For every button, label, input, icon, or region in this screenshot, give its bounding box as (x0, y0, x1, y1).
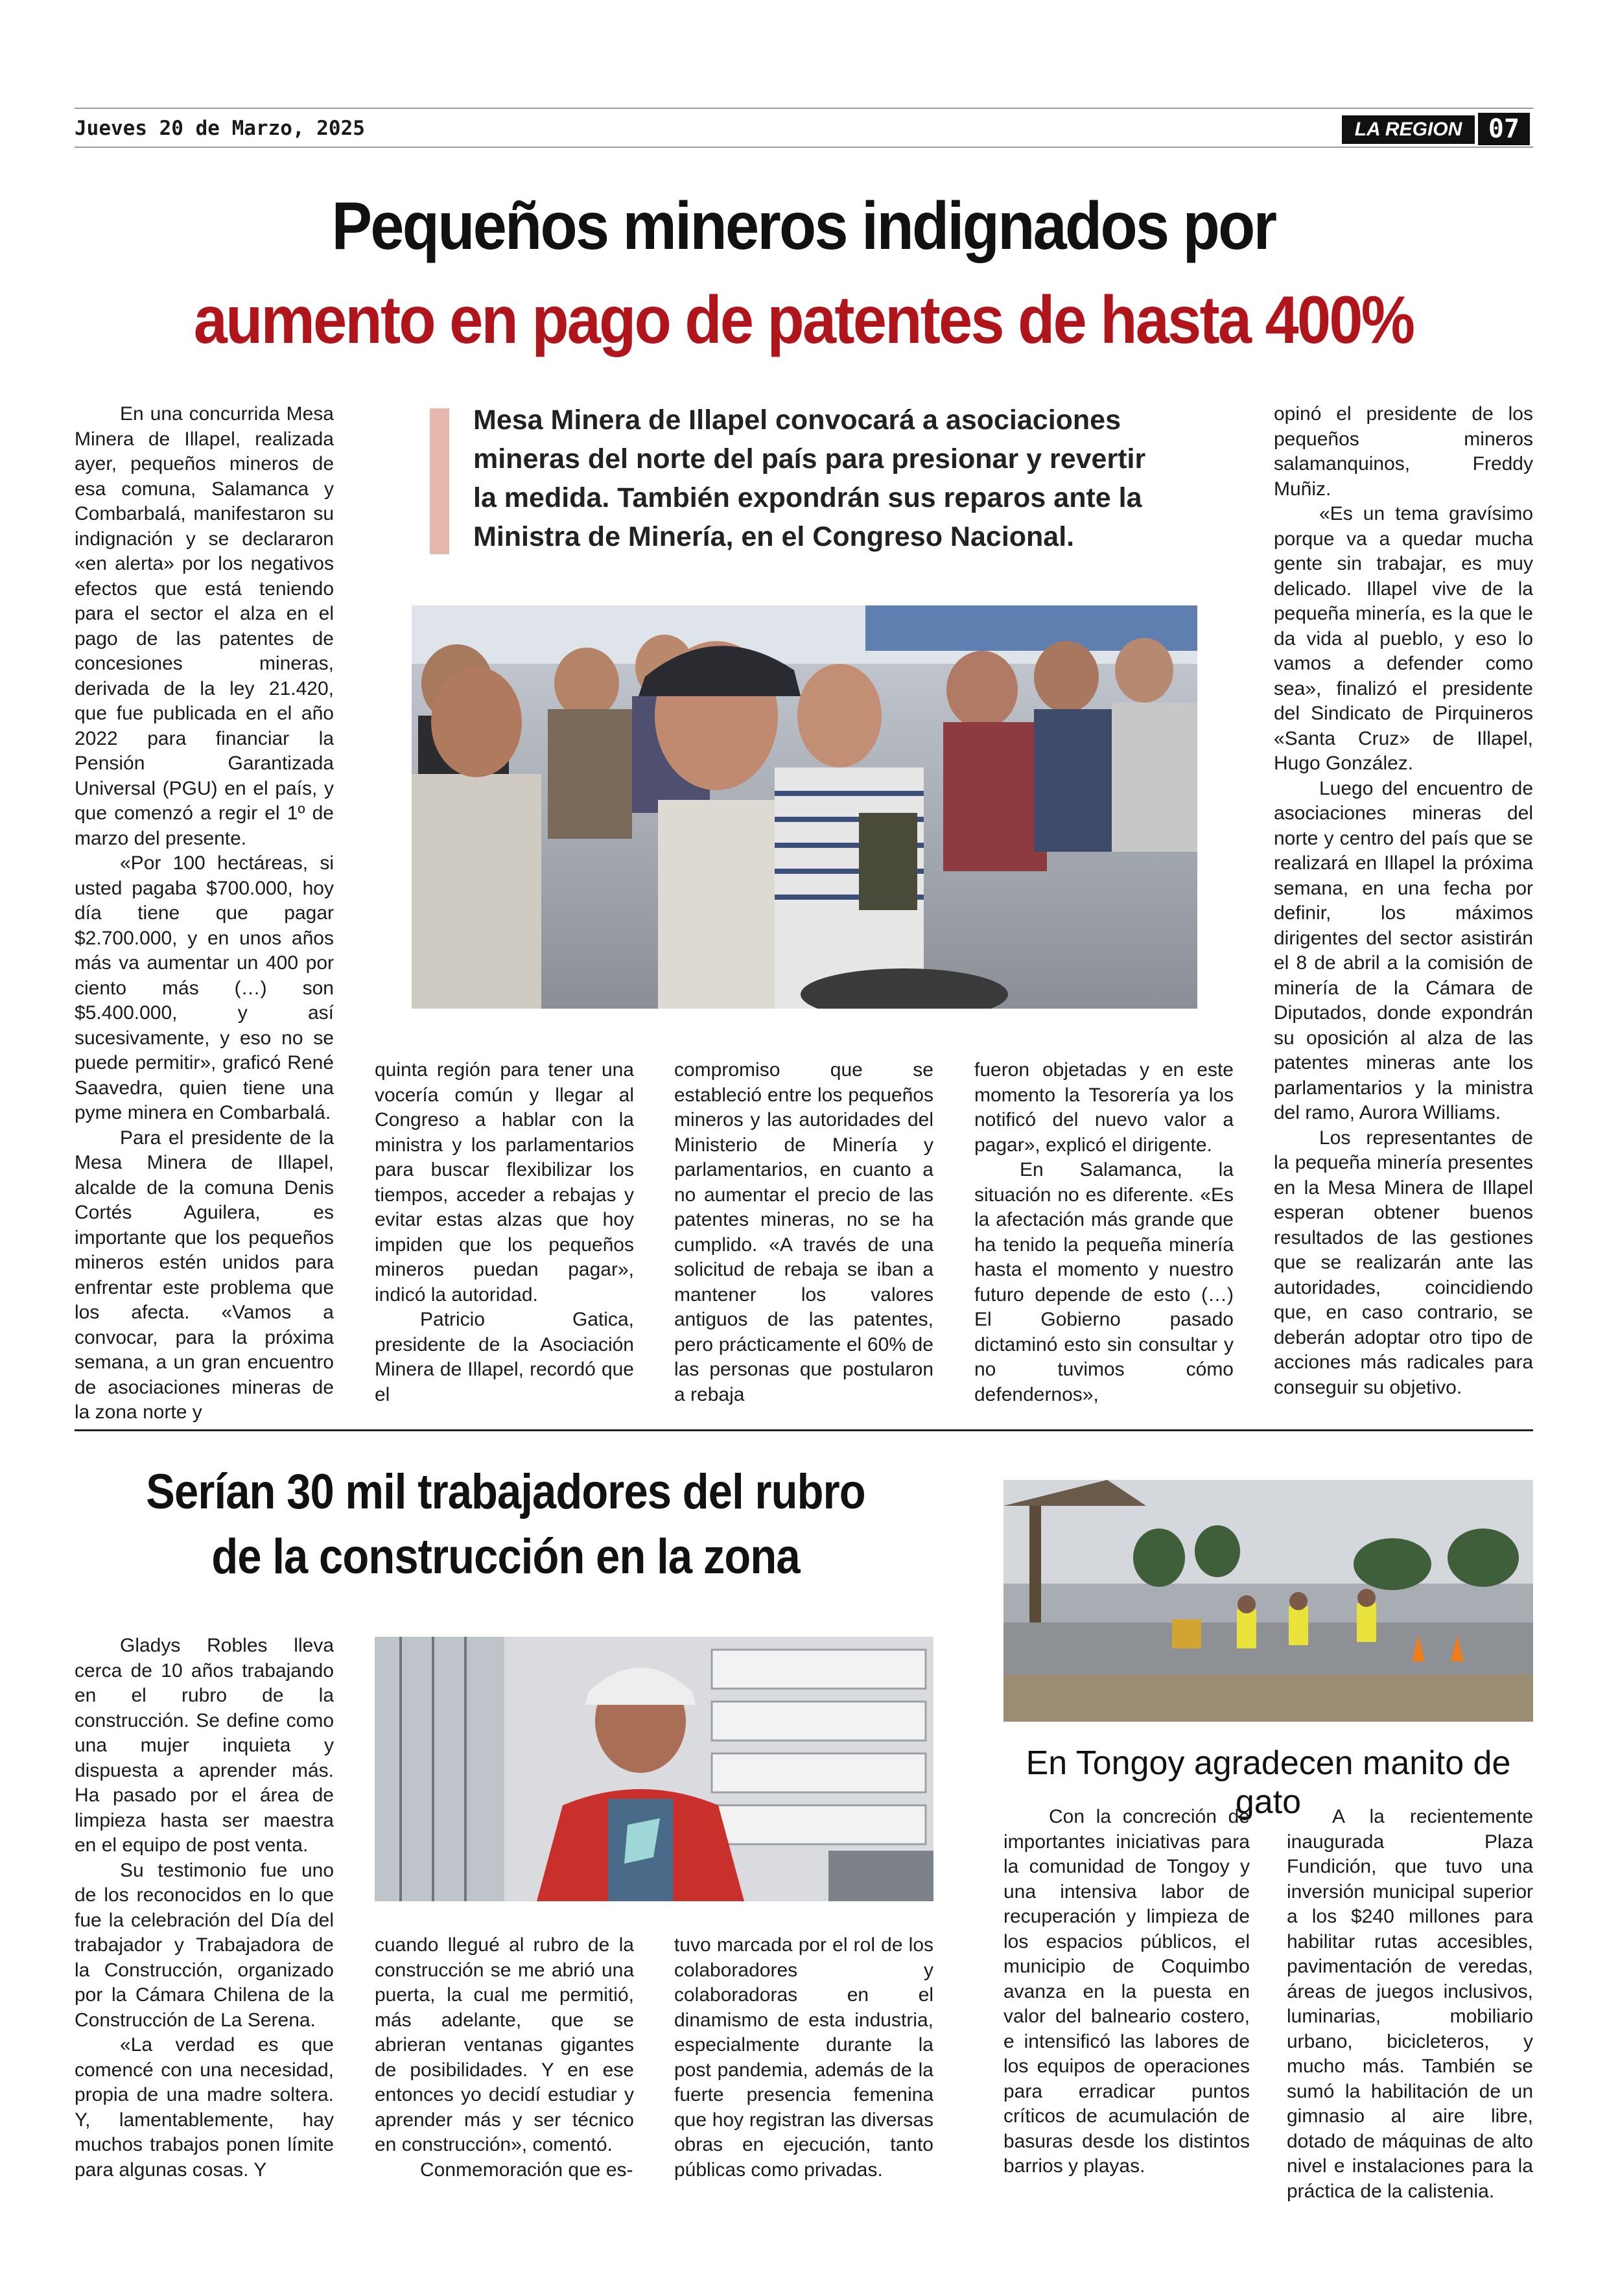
header-rule-top (75, 108, 1533, 109)
construction-column-1 (75, 1634, 334, 2183)
paragraph: Con la concreción de importantes iniciativas para la comunidad de Tongoy y una intensiva labor de recuperación y limpieza de los espacios públicos, el municipio de Coquimbo avanza en la puesta en valor del balneario costero, e intensificó las labores de los equipos de operaciones para erradicar puntos críticos de acumulación de basuras desde los distintos barrios y playas. (1003, 1806, 1250, 2177)
paragraph: «Es un tema gravísimo porque va a quedar mucha gente sin trabajar, es muy delicado. Illapel vive de la pequeña minería, es la que le da vida al pueblo, y eso lo vamos a defender como sea», finalizó el presidente del Sindicato de Pirquineros «Santa Cruz» de Illapel, Hugo González. (1274, 503, 1533, 774)
paragraph: «La verdad es que comencé con una necesidad, propia de una madre soltera. Y, lamentablemente, hay muchos trabajos ponen límite para algunas cosas. Y (75, 2034, 334, 2181)
section-divider (75, 1429, 1533, 1431)
paragraph: Gladys Robles lleva cerca de 10 años trabajando en el rubro de la construcción. Se define como una mujer inquieta y dispuesta a aprender más. Ha pasado por el área de limpieza hasta ser maestra en el equipo de post venta. (75, 1635, 334, 1856)
miners-meeting-illustration (412, 605, 1197, 1009)
main-story-column-3 (674, 1058, 933, 1407)
construction-worker-photo (375, 1637, 933, 1901)
tongoy-street-illustration (1003, 1480, 1533, 1722)
paragraph: Su testimonio fue uno de los reconocidos en lo que fue la celebración del Día del trabajador y Trabajadora de la Construcción, organizado por la Cámara Chilena de la Construcción de La Serena. (75, 1859, 334, 2031)
paragraph: quinta región para tener una vocería común y llegar al Congreso a hablar con la ministra y los parlamentarios para buscar flexibilizar los tiempos, acceder a rebajas y evitar estas alzas que hoy impiden que los pequeños mineros puedan pagar», indicó la autoridad. (375, 1059, 634, 1306)
paragraph: tuvo marcada por el rol de los colaboradores y colaboradoras en el dinamismo de esta industria, especialmente durante la post pandemia, además de la fuerte presencia femenina que hoy registran las diversas obras en ejecución, tanto públicas como privadas. (674, 1934, 933, 2181)
paragraph: cuando llegué al rubro de la construcción se me abrió una puerta, la cual me permitió, más adelante, que se abrieran ventanas gigantes de posibilidades. Y en ese entonces yo decidí estudiar y aprender más y ser técnico en construcción», comentó. (375, 1934, 634, 2155)
tongoy-street-photo (1003, 1480, 1533, 1722)
paragraph: Los representantes de la pequeña minería presentes en la Mesa Minera de Illapel esperan obtener buenos resultados de las gestiones que se realizarán ante las autoridades, coincidiendo que, en caso contrario, se deberán adoptar otro tipo de acciones más radicales para conseguir su objetivo. (1274, 1127, 1533, 1398)
paragraph: En una concurrida Mesa Minera de Illapel, realizada ayer, pequeños mineros de esa comuna, Salamanca y Combarbalá, manifestaron su indignación y se declararon «en alerta» por los negativos efectos que está teniendo para el sector el alza en el pago de las patentes de concesiones mineras, derivada de la ley 21.420, que fue publicada en el año 2022 para financiar la Pensión Garantizada Universal (PGU) en el país, y que comenzó a regir el 1º de marzo del presente. (75, 403, 334, 849)
lead-paragraph: Mesa Minera de Illapel convocará a asociaciones mineras del norte del país para presionar y revertir la medida. También expondrán sus reparos ante la Ministra de Minería, en el Congreso Nacional. (473, 404, 1146, 552)
main-story-column-2 (375, 1058, 634, 1407)
issue-date: Jueves 20 de Marzo, 2025 (75, 117, 365, 140)
paragraph: «Por 100 hectáreas, si usted pagaba $700.000, hoy día tiene que pagar $2.700.000, y en unos años más va aumentar un 400 por ciento más (…) son $5.400.000, y así sucesivamente, y eso no se puede permitir», graficó René Saavedra, quien tiene una pyme minera en Combarbalá. (75, 852, 334, 1123)
main-story-column-1 (75, 402, 334, 1425)
main-headline-line1: Pequeños mineros indignados por (331, 189, 1276, 264)
paragraph: fueron objetadas y en este momento la Tesorería ya los notificó del nuevo valor a pagar», explicó el dirigente. (974, 1059, 1234, 1156)
paragraph: Patricio Gatica, presidente de la Asociación Minera de Illapel, recordó que el (375, 1309, 634, 1405)
header-rule-bottom (75, 146, 1533, 148)
paragraph: A la recientemente inaugurada Plaza Fundición, que tuvo una inversión municipal superior a los $240 millones para habilitar rutas accesibles, pavimentación de veredas, áreas de juegos inclusivos, luminarias, mobiliario urbano, bicicleteros, y mucho más. También se sumó la habilitación de un gimnasio al aire libre, dotado de máquinas de alto nivel e instalaciones para la práctica de la calistenia. (1287, 1806, 1533, 2202)
paragraph: compromiso que se estableció entre los pequeños mineros y las autoridades del Ministerio de Minería y parlamentarios, en cuanto a no aumentar el precio de las patentes mineras, no se ha cumplido. «A través de una solicitud de rebaja se iban a mantener los valores antiguos de las patentes, pero prácticamente el 60% de las personas que postularon a rebaja (674, 1059, 933, 1405)
construction-headline-line2: de la construcción en la zona (211, 1529, 800, 1584)
miners-meeting-photo (412, 605, 1197, 1009)
construction-column-3 (674, 1933, 933, 2183)
construction-headline-line1: Serían 30 mil trabajadores del rubro (146, 1464, 865, 1519)
construction-column-2 (375, 1933, 634, 2183)
tongoy-column-1 (1003, 1805, 1250, 2179)
main-story-column-4 (974, 1058, 1234, 1407)
paragraph: Luego del encuentro de asociaciones mineras del norte y centro del país que se realizará en Illapel la próxima semana, en una fecha por definir, los máximos dirigentes del sector asistirán el 8 de abril a la comisión de minería de la Cámara de Diputados, donde expondrán su oposición al alza de las patentes mineras ante los parlamentarios y la ministra del ramo, Aurora Williams. (1274, 777, 1533, 1123)
newspaper-logo: LA REGION (1342, 115, 1475, 144)
tongoy-headline: En Tongoy agradecen manito de gato (1026, 1744, 1511, 1821)
paragraph: En Salamanca, la situación no es diferente. «Es la afectación más grande que ha tenido la pequeña minería hasta el momento y nuestro futuro depende de esto (…) El Gobierno pasado dictaminó esto sin consultar y no tuvimos cómo defendernos», (974, 1159, 1234, 1405)
paragraph: Para el presidente de la Mesa Minera de Illapel, alcalde de la comuna Denis Cortés Aguilera, es importante que los pequeños mineros estén unidos para enfrentar este problema que los afecta. «Vamos a convocar, para la próxima semana, a un gran encuentro de asociaciones mineras de la zona norte y (75, 1127, 334, 1423)
paragraph: Conmemoración que es- (420, 2159, 633, 2181)
main-story-column-5 (1274, 402, 1533, 1400)
paragraph: opinó el presidente de los pequeños mineros salamanquinos, Freddy Muñiz. (1274, 403, 1533, 500)
tongoy-column-2 (1287, 1805, 1533, 2204)
main-headline-line2: aumento en pago de patentes de hasta 400% (193, 283, 1414, 358)
page-number: 07 (1478, 113, 1530, 145)
construction-worker-illustration (375, 1637, 933, 1901)
lead-accent-bar (430, 408, 449, 554)
